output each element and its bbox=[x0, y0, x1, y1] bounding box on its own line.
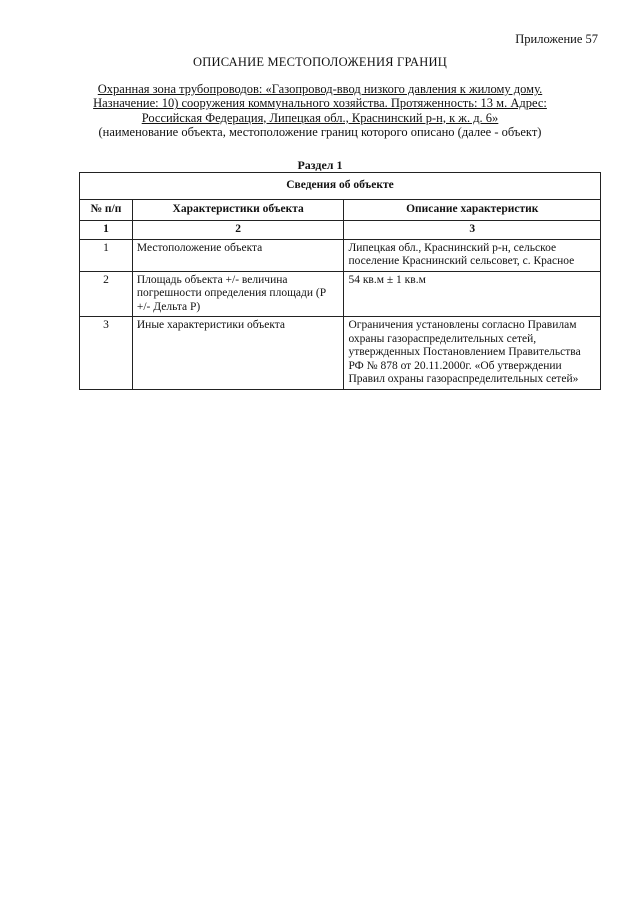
object-name-line-2: Назначение: 10) сооружения коммунального хозяйства. Протяженность: 13 м. Адрес: bbox=[93, 96, 547, 111]
column-number-1: 1 bbox=[80, 221, 133, 240]
table-row bbox=[80, 239, 601, 271]
object-name-line-3: Российская Федерация, Липецкая обл., Краснинский р-н, к ж. д. 6» bbox=[141, 110, 499, 125]
row-characteristic: Площадь объекта +/- величина погрешности определения площади (Р +/- Дельта Р) bbox=[132, 271, 344, 317]
row-description: Липецкая обл., Краснинский р-н, сельское поселение Краснинский сельсовет, с. Красное bbox=[344, 239, 601, 271]
object-info-table bbox=[79, 172, 601, 390]
object-description bbox=[60, 82, 580, 139]
row-description: Ограничения установлены согласно Правилам охраны газораспределительных сетей, утвержденных Постановлением Правительства РФ № 878 от 20.11.2000г. «Об утверждении Правил охраны газораспределительных сетей» bbox=[344, 317, 601, 390]
row-number: 1 bbox=[80, 239, 133, 271]
section-title: Раздел 1 bbox=[297, 158, 343, 172]
object-name-line-1: Охранная зона трубопроводов: «Газопровод-ввод низкого давления к жилому дому. bbox=[97, 82, 543, 96]
document-title: ОПИСАНИЕ МЕСТОПОЛОЖЕНИЯ ГРАНИЦ bbox=[193, 55, 447, 69]
appendix-label: Приложение 57 bbox=[515, 32, 598, 46]
table-header-row bbox=[80, 200, 601, 221]
table-row bbox=[80, 317, 601, 390]
row-number: 3 bbox=[80, 317, 133, 390]
row-number: 2 bbox=[80, 271, 133, 317]
table-caption: Сведения об объекте bbox=[80, 173, 601, 200]
row-description: 54 кв.м ± 1 кв.м bbox=[344, 271, 601, 317]
column-number-2: 2 bbox=[132, 221, 344, 240]
column-number-row bbox=[80, 221, 601, 240]
table-row bbox=[80, 271, 601, 317]
column-number-3: 3 bbox=[344, 221, 601, 240]
object-caption: (наименование объекта, местоположение границ которого описано (далее - объект) bbox=[98, 124, 542, 139]
header-description: Описание характеристик bbox=[344, 200, 601, 221]
header-number: № п/п bbox=[80, 200, 133, 221]
row-characteristic: Местоположение объекта bbox=[132, 239, 344, 271]
row-characteristic: Иные характеристики объекта bbox=[132, 317, 344, 390]
table-caption-row bbox=[80, 173, 601, 200]
header-characteristic: Характеристики объекта bbox=[132, 200, 344, 221]
